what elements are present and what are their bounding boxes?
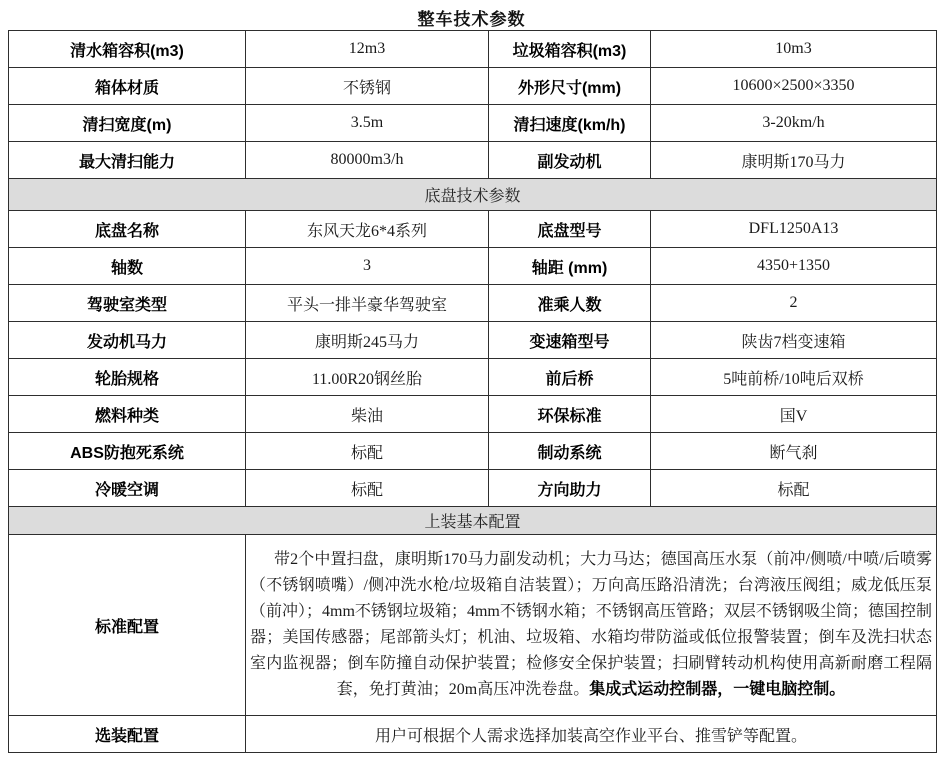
table-row <box>9 285 937 322</box>
table-row <box>9 105 937 142</box>
spec-value: 标配 <box>246 433 489 470</box>
spec-label: 清水箱容积(m3) <box>9 31 246 68</box>
spec-value: 10m3 <box>651 31 937 68</box>
spec-value: 国V <box>651 396 937 433</box>
table-row <box>9 433 937 470</box>
spec-value: 康明斯170马力 <box>651 142 937 179</box>
spec-value: 标配 <box>651 470 937 507</box>
spec-value: 12m3 <box>246 31 489 68</box>
section-header-body-config: 上装基本配置 <box>9 507 937 535</box>
table-section-row <box>9 179 937 211</box>
spec-value: 80000m3/h <box>246 142 489 179</box>
spec-label: 变速箱型号 <box>489 322 651 359</box>
spec-value: 4350+1350 <box>651 248 937 285</box>
spec-label: 前后桥 <box>489 359 651 396</box>
spec-label: ABS防抱死系统 <box>9 433 246 470</box>
spec-value: DFL1250A13 <box>651 211 937 248</box>
spec-label: 副发动机 <box>489 142 651 179</box>
spec-label: 轮胎规格 <box>9 359 246 396</box>
standard-config-text: 带2个中置扫盘，康明斯170马力副发动机；大力马达；德国高压水泵（前冲/侧喷/中喷/后喷雾（不锈钢喷嘴）/侧冲洗水枪/垃圾箱自洁装置）；万向高压路沿清洗；台湾液压阀组；威龙低压泵（前冲）；4mm不锈钢垃圾箱；4mm不锈钢水箱；不锈钢高压管路；双层不锈钢吸尘筒；德国控制器；美国传感器；尾部箭头灯；机油、垃圾箱、水箱均带防溢或低位报警装置；倒车及洗扫状态室内监视器；倒车防撞自动保护装置；检修安全保护装置；扫刷臂转动机构使用高新耐磨工程隔套，免打黄油；20m高压冲洗卷盘。集成式运动控制器，一键电脑控制。 <box>250 551 932 698</box>
spec-value: 平头一排半豪华驾驶室 <box>246 285 489 322</box>
spec-label: 外形尺寸(mm) <box>489 68 651 105</box>
spec-label: 底盘名称 <box>9 211 246 248</box>
optional-config-label: 选装配置 <box>9 716 246 753</box>
spec-value: 东风天龙6*4系列 <box>246 211 489 248</box>
spec-value: 3-20km/h <box>651 105 937 142</box>
spec-label: 底盘型号 <box>489 211 651 248</box>
table-row <box>9 211 937 248</box>
spec-label: 轴距 (mm) <box>489 248 651 285</box>
spec-value: 断气刹 <box>651 433 937 470</box>
table-row <box>9 716 937 753</box>
spec-label: 清扫宽度(m) <box>9 105 246 142</box>
spec-label: 驾驶室类型 <box>9 285 246 322</box>
spec-value: 3 <box>246 248 489 285</box>
spec-label: 轴数 <box>9 248 246 285</box>
spec-label: 方向助力 <box>489 470 651 507</box>
spec-label: 准乘人数 <box>489 285 651 322</box>
spec-value: 柴油 <box>246 396 489 433</box>
spec-value: 2 <box>651 285 937 322</box>
spec-label: 垃圾箱容积(m3) <box>489 31 651 68</box>
spec-label: 发动机马力 <box>9 322 246 359</box>
spec-value: 11.00R20钢丝胎 <box>246 359 489 396</box>
spec-value: 5吨前桥/10吨后双桥 <box>651 359 937 396</box>
spec-label: 冷暖空调 <box>9 470 246 507</box>
table-row <box>9 31 937 68</box>
spec-label: 最大清扫能力 <box>9 142 246 179</box>
spec-value: 不锈钢 <box>246 68 489 105</box>
spec-label: 燃料种类 <box>9 396 246 433</box>
spec-value: 3.5m <box>246 105 489 142</box>
spec-label: 清扫速度(km/h) <box>489 105 651 142</box>
section-header-chassis: 底盘技术参数 <box>9 179 937 211</box>
vehicle-spec-table <box>8 30 937 753</box>
spec-label: 环保标准 <box>489 396 651 433</box>
table-row <box>9 248 937 285</box>
spec-value: 康明斯245马力 <box>246 322 489 359</box>
optional-config-value: 用户可根据个人需求选择加装高空作业平台、推雪铲等配置。 <box>246 716 937 753</box>
spec-value: 陕齿7档变速箱 <box>651 322 937 359</box>
table-section-row <box>9 507 937 535</box>
spec-value: 10600×2500×3350 <box>651 68 937 105</box>
spec-label: 制动系统 <box>489 433 651 470</box>
spec-value: 标配 <box>246 470 489 507</box>
table-row <box>9 322 937 359</box>
standard-config-label: 标准配置 <box>9 535 246 716</box>
table-row <box>9 359 937 396</box>
table-row <box>9 142 937 179</box>
table-row <box>9 68 937 105</box>
table-row <box>9 396 937 433</box>
table-row <box>9 535 937 716</box>
table-row <box>9 470 937 507</box>
standard-config-cell <box>246 535 937 716</box>
page-title: 整车技术参数 <box>417 10 526 29</box>
spec-label: 箱体材质 <box>9 68 246 105</box>
